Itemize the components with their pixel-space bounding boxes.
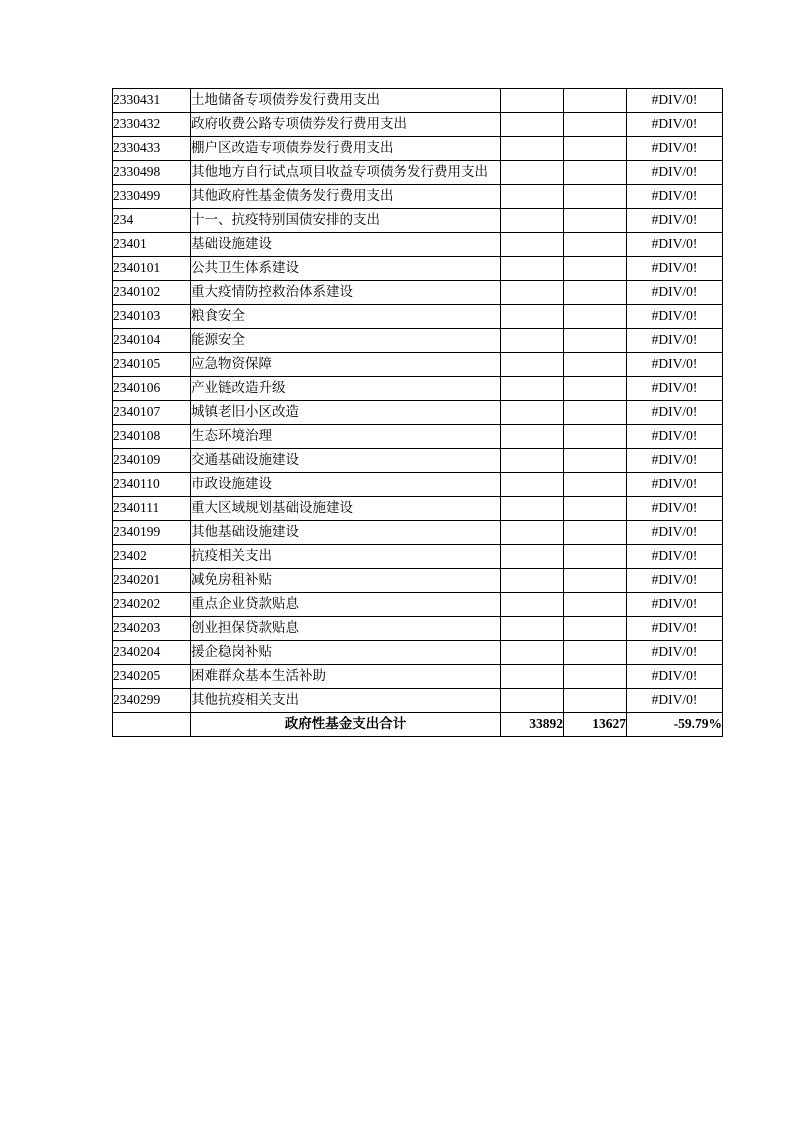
row-value-prev-year — [501, 377, 564, 401]
row-code: 23401 — [113, 233, 191, 257]
row-value-change: #DIV/0! — [627, 401, 723, 425]
row-name: 生态环境治理 — [191, 425, 501, 449]
total-label: 政府性基金支出合计 — [191, 713, 501, 737]
row-value-prev-year — [501, 593, 564, 617]
row-value-current-year — [564, 305, 627, 329]
row-value-prev-year — [501, 521, 564, 545]
row-name: 其他地方自行试点项目收益专项债务发行费用支出 — [191, 161, 501, 185]
row-code: 2340203 — [113, 617, 191, 641]
row-value-current-year — [564, 353, 627, 377]
table-row — [113, 281, 723, 305]
table-row — [113, 425, 723, 449]
row-value-current-year — [564, 425, 627, 449]
row-name: 其他基础设施建设 — [191, 521, 501, 545]
row-value-current-year — [564, 593, 627, 617]
row-value-change: #DIV/0! — [627, 137, 723, 161]
row-value-change: #DIV/0! — [627, 257, 723, 281]
table-row — [113, 569, 723, 593]
row-name: 其他抗疫相关支出 — [191, 689, 501, 713]
row-code: 2340201 — [113, 569, 191, 593]
budget-table-container — [112, 88, 722, 737]
row-code: 2340107 — [113, 401, 191, 425]
row-code: 2340104 — [113, 329, 191, 353]
row-name: 公共卫生体系建设 — [191, 257, 501, 281]
row-value-prev-year — [501, 425, 564, 449]
row-value-change: #DIV/0! — [627, 353, 723, 377]
row-code: 2340108 — [113, 425, 191, 449]
row-code: 2340199 — [113, 521, 191, 545]
row-value-current-year — [564, 113, 627, 137]
row-value-change: #DIV/0! — [627, 593, 723, 617]
row-value-prev-year — [501, 569, 564, 593]
row-value-change: #DIV/0! — [627, 569, 723, 593]
row-name: 抗疫相关支出 — [191, 545, 501, 569]
row-name: 应急物资保障 — [191, 353, 501, 377]
table-body — [113, 89, 723, 737]
row-value-prev-year — [501, 473, 564, 497]
table-row — [113, 89, 723, 113]
row-name: 重大疫情防控救治体系建设 — [191, 281, 501, 305]
row-value-prev-year — [501, 113, 564, 137]
row-value-current-year — [564, 473, 627, 497]
row-code: 2330431 — [113, 89, 191, 113]
row-value-change: #DIV/0! — [627, 329, 723, 353]
row-name: 其他政府性基金债务发行费用支出 — [191, 185, 501, 209]
row-code: 2330498 — [113, 161, 191, 185]
row-code: 2340299 — [113, 689, 191, 713]
row-value-prev-year — [501, 329, 564, 353]
row-code: 2340110 — [113, 473, 191, 497]
table-row — [113, 377, 723, 401]
table-row — [113, 137, 723, 161]
government-fund-expenditure-table — [112, 88, 723, 737]
row-code: 2340101 — [113, 257, 191, 281]
row-value-prev-year — [501, 305, 564, 329]
row-value-change: #DIV/0! — [627, 233, 723, 257]
row-value-change: #DIV/0! — [627, 425, 723, 449]
row-value-prev-year — [501, 497, 564, 521]
row-value-change: #DIV/0! — [627, 665, 723, 689]
row-value-change: #DIV/0! — [627, 89, 723, 113]
row-value-prev-year — [501, 353, 564, 377]
row-name: 创业担保贷款贴息 — [191, 617, 501, 641]
table-row — [113, 161, 723, 185]
row-value-prev-year — [501, 185, 564, 209]
row-value-current-year — [564, 449, 627, 473]
row-name: 援企稳岗补贴 — [191, 641, 501, 665]
row-value-change: #DIV/0! — [627, 305, 723, 329]
table-row — [113, 449, 723, 473]
row-value-current-year — [564, 617, 627, 641]
table-row — [113, 185, 723, 209]
table-row — [113, 689, 723, 713]
table-row — [113, 521, 723, 545]
table-row — [113, 209, 723, 233]
row-value-prev-year — [501, 89, 564, 113]
row-value-prev-year — [501, 665, 564, 689]
row-code: 2340103 — [113, 305, 191, 329]
row-value-prev-year — [501, 401, 564, 425]
row-value-current-year — [564, 161, 627, 185]
table-row — [113, 113, 723, 137]
row-value-prev-year — [501, 233, 564, 257]
total-current-year: 13627 — [564, 713, 627, 737]
total-prev-year: 33892 — [501, 713, 564, 737]
table-row — [113, 305, 723, 329]
row-value-prev-year — [501, 161, 564, 185]
table-row — [113, 401, 723, 425]
row-value-change: #DIV/0! — [627, 617, 723, 641]
row-value-change: #DIV/0! — [627, 113, 723, 137]
table-row — [113, 257, 723, 281]
row-value-change: #DIV/0! — [627, 449, 723, 473]
table-row — [113, 329, 723, 353]
row-value-change: #DIV/0! — [627, 689, 723, 713]
row-name: 棚户区改造专项债券发行费用支出 — [191, 137, 501, 161]
table-row — [113, 353, 723, 377]
row-value-current-year — [564, 545, 627, 569]
table-row — [113, 233, 723, 257]
row-value-change: #DIV/0! — [627, 521, 723, 545]
row-value-change: #DIV/0! — [627, 377, 723, 401]
row-value-current-year — [564, 209, 627, 233]
row-value-change: #DIV/0! — [627, 209, 723, 233]
row-value-current-year — [564, 641, 627, 665]
table-row — [113, 617, 723, 641]
row-value-prev-year — [501, 617, 564, 641]
row-value-current-year — [564, 329, 627, 353]
row-code: 2340106 — [113, 377, 191, 401]
row-name: 基础设施建设 — [191, 233, 501, 257]
row-name: 十一、抗疫特别国债安排的支出 — [191, 209, 501, 233]
table-row — [113, 593, 723, 617]
row-value-current-year — [564, 233, 627, 257]
total-change-percent: -59.79% — [627, 713, 723, 737]
row-value-prev-year — [501, 641, 564, 665]
row-name: 重点企业贷款贴息 — [191, 593, 501, 617]
row-value-current-year — [564, 521, 627, 545]
row-value-current-year — [564, 569, 627, 593]
row-name: 能源安全 — [191, 329, 501, 353]
row-value-current-year — [564, 89, 627, 113]
row-code: 2330432 — [113, 113, 191, 137]
row-value-current-year — [564, 185, 627, 209]
table-row — [113, 497, 723, 521]
row-value-current-year — [564, 281, 627, 305]
row-value-current-year — [564, 497, 627, 521]
row-value-change: #DIV/0! — [627, 545, 723, 569]
row-name: 重大区域规划基础设施建设 — [191, 497, 501, 521]
row-value-change: #DIV/0! — [627, 497, 723, 521]
table-row — [113, 665, 723, 689]
row-code: 2340202 — [113, 593, 191, 617]
row-name: 粮食安全 — [191, 305, 501, 329]
row-value-current-year — [564, 137, 627, 161]
row-name: 政府收费公路专项债券发行费用支出 — [191, 113, 501, 137]
row-value-current-year — [564, 689, 627, 713]
row-value-prev-year — [501, 281, 564, 305]
row-name: 减免房租补贴 — [191, 569, 501, 593]
table-row — [113, 641, 723, 665]
row-value-current-year — [564, 665, 627, 689]
table-row — [113, 473, 723, 497]
row-value-change: #DIV/0! — [627, 473, 723, 497]
row-code: 2340205 — [113, 665, 191, 689]
row-code: 2340102 — [113, 281, 191, 305]
row-value-change: #DIV/0! — [627, 641, 723, 665]
row-name: 土地储备专项债券发行费用支出 — [191, 89, 501, 113]
total-code — [113, 713, 191, 737]
row-code: 2340109 — [113, 449, 191, 473]
row-value-change: #DIV/0! — [627, 185, 723, 209]
row-value-change: #DIV/0! — [627, 161, 723, 185]
table-total-row — [113, 713, 723, 737]
row-value-prev-year — [501, 209, 564, 233]
row-code: 23402 — [113, 545, 191, 569]
row-value-prev-year — [501, 449, 564, 473]
row-value-prev-year — [501, 545, 564, 569]
table-row — [113, 545, 723, 569]
row-value-prev-year — [501, 257, 564, 281]
row-name: 市政设施建设 — [191, 473, 501, 497]
row-code: 234 — [113, 209, 191, 233]
row-value-current-year — [564, 377, 627, 401]
row-value-prev-year — [501, 689, 564, 713]
row-code: 2340111 — [113, 497, 191, 521]
row-value-current-year — [564, 401, 627, 425]
row-code: 2340105 — [113, 353, 191, 377]
row-name: 困难群众基本生活补助 — [191, 665, 501, 689]
row-code: 2330499 — [113, 185, 191, 209]
row-name: 交通基础设施建设 — [191, 449, 501, 473]
row-name: 产业链改造升级 — [191, 377, 501, 401]
row-value-prev-year — [501, 137, 564, 161]
row-code: 2340204 — [113, 641, 191, 665]
row-code: 2330433 — [113, 137, 191, 161]
row-value-current-year — [564, 257, 627, 281]
row-value-change: #DIV/0! — [627, 281, 723, 305]
row-name: 城镇老旧小区改造 — [191, 401, 501, 425]
